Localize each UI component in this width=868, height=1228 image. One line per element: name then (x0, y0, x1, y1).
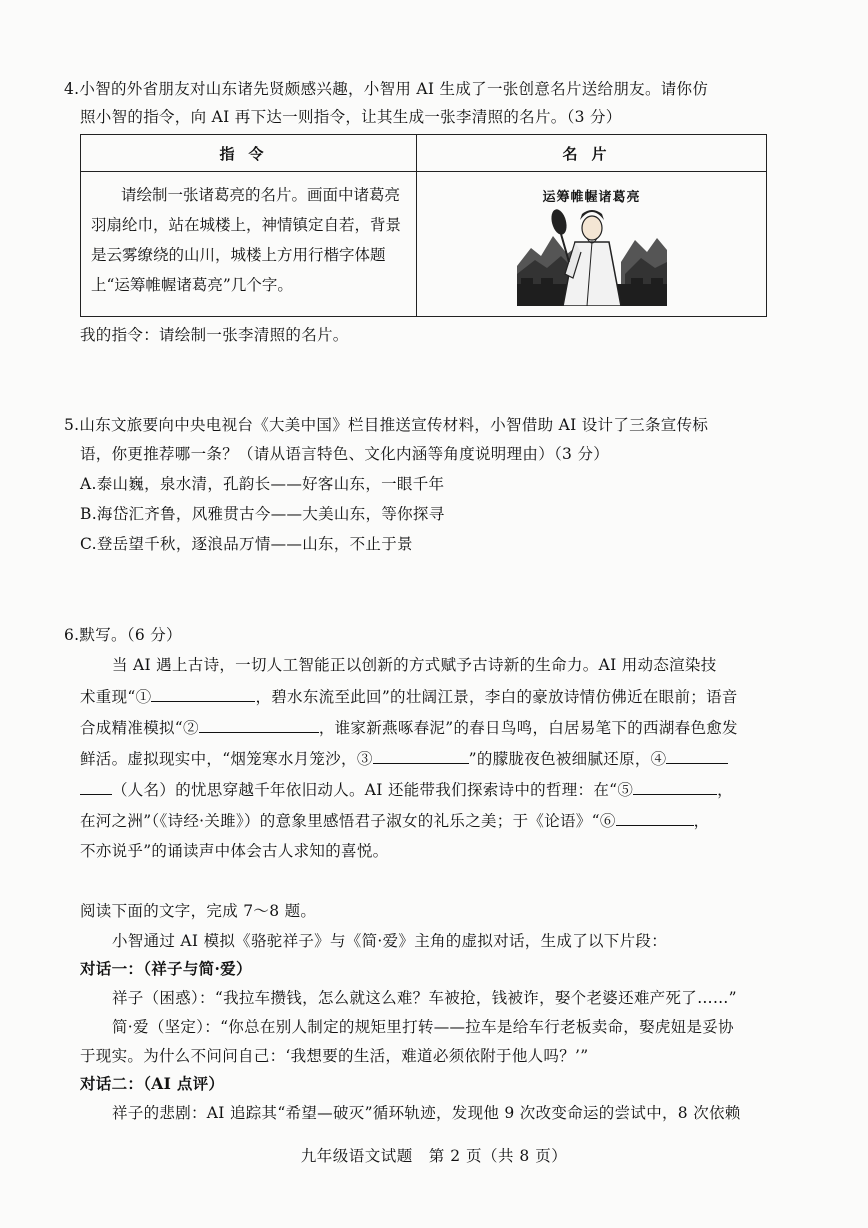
zhuge-liang-card-image (517, 178, 667, 306)
q6-line-1: 当 AI 遇上古诗，一切人工智能正以创新的方式赋予古诗新的生命力。AI 用动态渲染技 (112, 656, 717, 674)
q6-l3-after: ，谁家新燕啄春泥”的春日鸟鸣，白居易笔下的西湖春色愈发 (318, 719, 738, 737)
blank-4b[interactable] (80, 776, 112, 795)
ai-comment: 祥子的悲剧：AI 追踪其“希望—破灭”循环轨迹，发现他 9 次改变命运的尝试中，8 次依赖 (112, 1104, 741, 1122)
q6-l4-before: 鲜活。虚拟现实中，“烟笼寒水月笼沙，③ (80, 750, 373, 768)
q6-line-4 (80, 745, 728, 772)
q6-l4-after: ”的朦胧夜色被细腻还原，④ (468, 750, 667, 768)
blank-3[interactable] (373, 745, 469, 764)
card-header: 名片 (417, 135, 767, 172)
dialog2-title: 对话二：（AI 点评） (80, 1074, 225, 1093)
card-title: 运筹帷幄诸葛亮 (542, 190, 641, 205)
card-cell (417, 172, 767, 317)
q5-option-c: C.登岳望千秋，逐浪品万情——山东，不止于景 (80, 535, 413, 553)
blank-5[interactable] (633, 776, 717, 795)
q6-title: 6.默写。（6 分） (64, 626, 182, 644)
q4-line-2: 照小智的指令，向 AI 再下达一则指令，让其生成一张李清照的名片。（3 分） (80, 108, 622, 126)
reading-intro: 阅读下面的文字，完成 7～8 题。 (80, 902, 317, 920)
xiangzi-line: 祥子（困惑）：“我拉车攒钱，怎么就这么难？车被抢，钱被诈，娶个老婆还难产死了……” (112, 989, 737, 1007)
jane-line-1: 简·爱（坚定）：“你总在别人制定的规矩里打转——拉车是给车行老板卖命，娶虎妞是妥协 (112, 1018, 734, 1036)
q4-line-1: 4.小智的外省朋友对山东诸先贤颇感兴趣，小智用 AI 生成了一张创意名片送给朋友。请你仿 (64, 80, 709, 98)
reading-context: 小智通过 AI 模拟《骆驼祥子》与《简·爱》主角的虚拟对话，生成了以下片段： (112, 932, 667, 950)
q5-line-1: 5.山东文旅要向中央电视台《大美中国》栏目推送宣传材料，小智借助 AI 设计了三条宣传标 (64, 416, 709, 434)
q6-line-7: 不亦说乎”的诵读声中体会古人求知的喜悦。 (80, 842, 389, 860)
page-footer: 九年级语文试题 第 2 页（共 8 页） (300, 1147, 568, 1165)
my-instruction: 我的指令：请绘制一张李清照的名片。 (80, 326, 349, 344)
q5-line-2: 语，你更推荐哪一条？（请从语言特色、文化内涵等角度说明理由）（3 分） (80, 445, 610, 463)
q5-option-b: B.海岱汇齐鲁，风雅贯古今——大美山东，等你探寻 (80, 505, 445, 523)
q6-l6-after: ， (693, 812, 710, 830)
q6-line-6 (80, 807, 709, 834)
q6-line-2 (80, 683, 738, 710)
q6-l5-after: ， (717, 781, 733, 799)
q6-line-5 (80, 776, 733, 803)
instruction-text: 请绘制一张诸葛亮的名片。画面中诸葛亮羽扇纶巾，站在城楼上，神情镇定自若，背景是云雾缭绕的山川，城楼上方用行楷字体题上“运筹帷幄诸葛亮”几个字。 (91, 186, 402, 294)
q6-l2-before: 术重现“① (80, 688, 152, 706)
blank-4a[interactable] (666, 745, 728, 764)
jane-line-2: 于现实。为什么不问问自己：‘我想要的生活，难道必须依附于他人吗？’” (80, 1047, 589, 1065)
q4-table (80, 134, 767, 317)
dialog1-title: 对话一：（祥子与简·爱） (80, 959, 252, 978)
q5-option-a: A.泰山巍，泉水清，孔韵长——好客山东，一眼千年 (80, 475, 445, 493)
q6-l2-after: ，碧水东流至此回”的壮阔江景，李白的豪放诗情仿佛近在眼前；语音 (255, 688, 738, 706)
q6-line-3 (80, 714, 738, 741)
q6-l6-before: 在河之洲”（《诗经·关雎》）的意象里感悟君子淑女的礼乐之美；于《论语》“⑥ (80, 812, 616, 830)
blank-2[interactable] (199, 714, 319, 733)
instruction-header: 指令 (81, 135, 417, 172)
blank-6[interactable] (616, 807, 694, 826)
q6-l5-before: （人名）的忧思穿越千年依旧动人。AI 还能带我们探索诗中的哲理：在“⑤ (112, 781, 634, 799)
instruction-cell (81, 172, 417, 317)
blank-1[interactable] (151, 683, 255, 702)
q6-l3-before: 合成精准模拟“② (80, 719, 199, 737)
